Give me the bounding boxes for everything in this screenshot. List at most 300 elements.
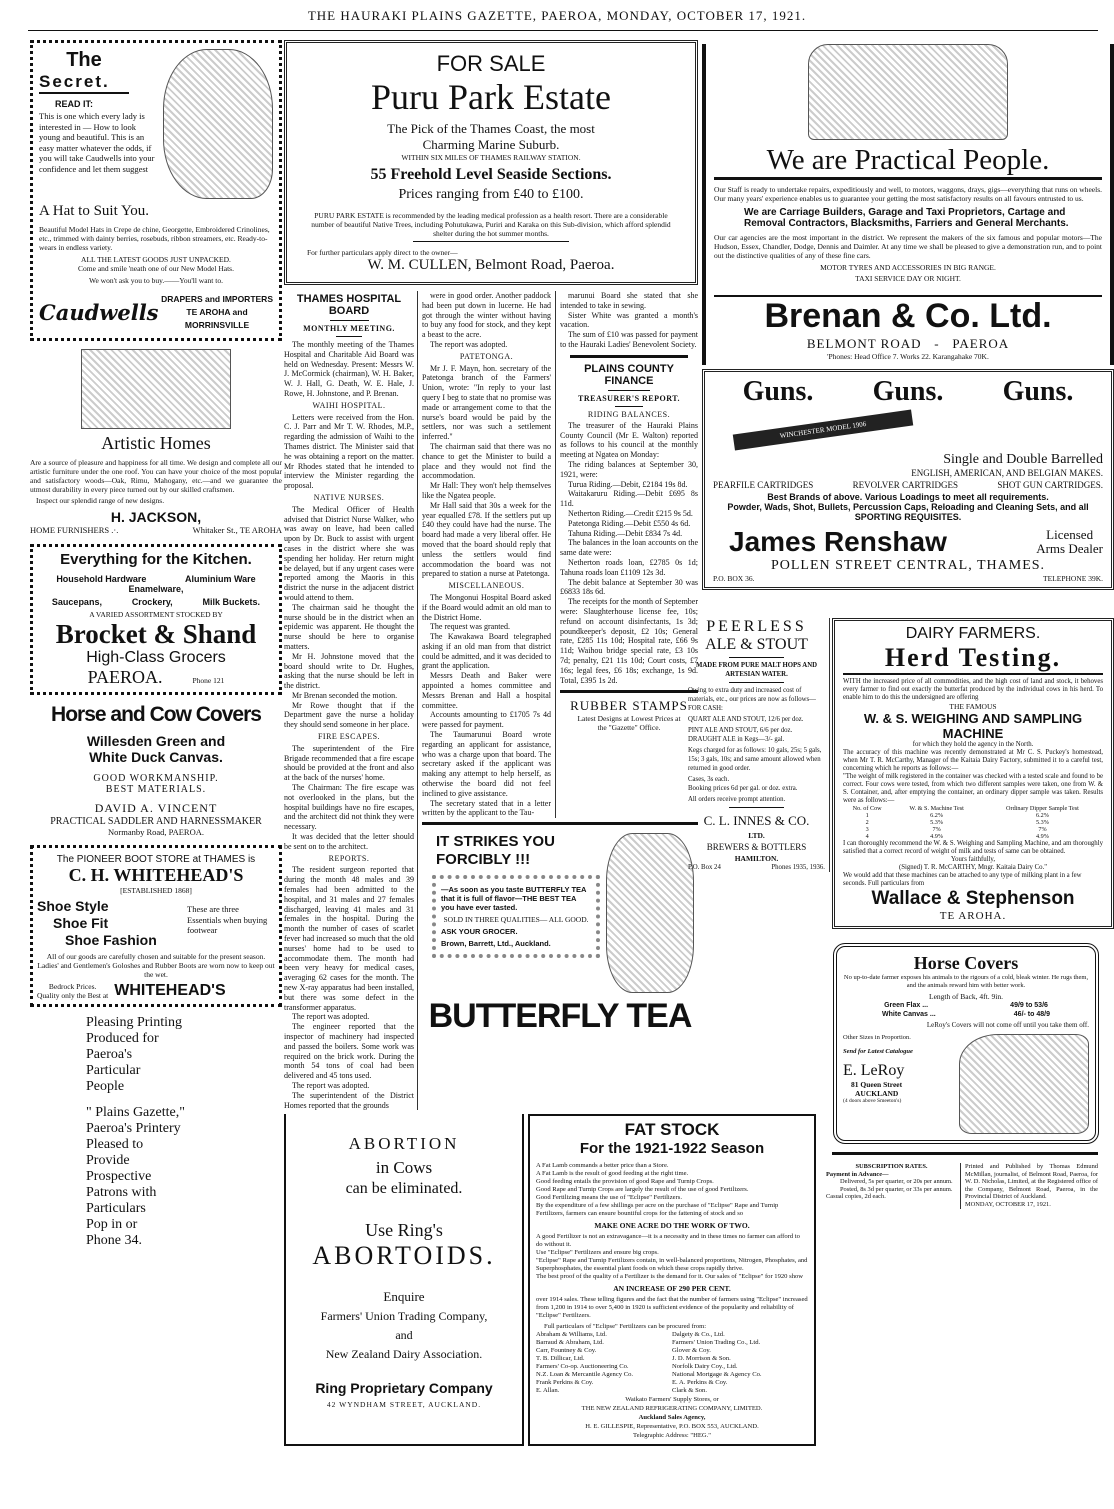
ad-text: I can thoroughly recommend the W. & S. Weighing and Sampling Machine, and am thoroughly satisfied that a correct record of weight of milk and tests of same can be obtained.: [843, 840, 1103, 855]
motor-car-illustration: [808, 44, 1008, 140]
ad-text: ABORTION: [348, 1134, 460, 1154]
ad-text: the "Gazette" Office.: [597, 723, 661, 733]
footer-title: SUBSCRIPTION RATES.: [855, 1163, 928, 1170]
ad-title: Artistic Homes: [101, 433, 211, 453]
ad-text: LTD.: [748, 831, 765, 840]
ad-text: can be eliminated.: [345, 1180, 463, 1198]
ad-text: ENGLISH, AMERICAN, AND BELGIAN MAKES.: [911, 468, 1103, 478]
article-paragraph: Mr Rowe thought that if the Department gave the nurse a holiday they should send someone in her place.: [284, 700, 414, 730]
ad-headline: We are Practical People.: [714, 144, 1102, 180]
ad-text: Inspect our splendid range of new designs.: [36, 496, 165, 505]
ad-text: Kegs charged for as follows: 10 gals, 25s; 5 gals, 15s; 3 gals, 10s; and same amount allowed when returned in good order.: [688, 747, 822, 772]
lady-hat-illustration: [163, 49, 273, 199]
ad-text: Household Hardware: [56, 573, 147, 584]
ad-text: AN INCREASE OF 290 PER CENT.: [613, 1284, 731, 1294]
table-cell: 7%: [1038, 826, 1047, 833]
article-subheading: WAIHI HOSPITAL.: [312, 400, 386, 410]
article-block: [284, 291, 698, 1110]
ad-name: W. M. CULLEN, Belmont Road, Paeroa.: [367, 257, 615, 273]
ad-text: Enamelware,: [128, 583, 184, 594]
ad-text: Phone 121: [192, 675, 225, 685]
article-paragraph: The secretary stated that in a letter written by the applicant to the Tau-: [422, 798, 551, 818]
printing-line: Phone 34.: [86, 1233, 142, 1248]
ad-text: HOME FURNISHERS .·.: [30, 525, 119, 535]
ad-text: TAXI SERVICE DAY OR NIGHT.: [855, 274, 961, 283]
agent-name: National Mortgage & Agency Co.: [672, 1371, 762, 1379]
article-subheading: PATETONGA.: [459, 351, 514, 361]
article-paragraph: Mr J. F. Mayn, hon. secretary of the Patetonga branch of the Farmers' Union, wrote: "In reply to your last query I beg to state that no promise was made or arrangement come to that the nurse's board would be paid by the settlers, nor was such a settlement inferred.": [422, 363, 551, 442]
finance-subtitle: RIDING BALANCES.: [587, 409, 671, 419]
ad-title: Horse Covers: [913, 953, 1019, 973]
ad-text: Auckland Sales Agency,: [638, 1414, 706, 1422]
leroy-horse-covers-ad: [833, 943, 1099, 1144]
article-subtitle: MONTHLY MEETING.: [303, 324, 395, 333]
ad-name: H. JACKSON,: [110, 509, 202, 525]
article-paragraph: Mr H. Johnstone moved that the board should write to Dr. Hughes, asking that the nurse should be left in the district.: [284, 651, 414, 691]
ad-text: and: [395, 1328, 413, 1343]
table-row: [843, 819, 1103, 826]
ad-name: James Renshaw: [729, 526, 947, 557]
printing-line: Pleased to: [86, 1137, 144, 1152]
ad-text: WITH the increased price of all commodities, and the high cost of land and stock, it behoves every farmer to find out exactly the butterfat produced by the individual cows in his herd. To enable him to do this the undersigned are offering: [843, 678, 1103, 701]
puru-park-ad: [284, 40, 698, 285]
renshaw-guns-ad: [702, 369, 1114, 590]
ad-text: 'Phones: Head Office 7. Works 22. Karangahake 70K.: [827, 352, 989, 361]
table-cell: 4.9%: [1036, 833, 1049, 840]
ad-text: A Fat Lamb is the result of good feeding at the right time.: [536, 1170, 689, 1178]
rifle-illustration: WINCHESTER MODEL 1906: [733, 410, 913, 451]
ad-title: FAT STOCK: [624, 1120, 720, 1140]
article-paragraph: The chairman said he thought the nurse should be in the district when an epidemic was apparent. He thought the nurse should be here to organise matters.: [284, 602, 414, 651]
ad-title: DAIRY FARMERS.: [905, 625, 1041, 642]
printing-line: Pop in or: [86, 1217, 138, 1232]
ad-text: ASK YOUR GROCER.: [441, 927, 518, 937]
ad-text: Other Sizes in Proportion.: [843, 1034, 911, 1041]
ad-text: Waikato Farmers' Supply Stores, or: [625, 1396, 719, 1404]
article-subheading: REPORTS.: [328, 853, 370, 863]
finance-paragraph: The treasurer of the Hauraki Plains County Council (Mr E. Walton) reported as follows to his council at the monthly meeting at Ngatea on Monday:: [560, 420, 698, 460]
finance-paragraph: Patetonga Riding.—Debit £550 4s 6d.: [568, 518, 691, 528]
ad-text: THE NEW ZEALAND REFRIGERATING COMPANY, LIMITED.: [581, 1405, 763, 1413]
agent-name: Farmers' Co-op. Auctioneering Co.: [536, 1363, 629, 1371]
ad-text: Willesden Green and: [86, 732, 226, 749]
ad-text: GOOD WORKMANSHIP.: [93, 772, 219, 784]
printing-line: Prospective: [86, 1169, 152, 1184]
ad-text: "Eclipse" Rape and Turnip Fertilizers contain, in well-balanced proportions, Nitrogen, Phosphates, and Superphosphates, the essential plant foods on which these crops rapidly thrive.: [536, 1257, 808, 1273]
ad-text: Send for Latest Catalogue: [843, 1048, 913, 1055]
ad-text: Quality only the Best at: [37, 991, 109, 1000]
ad-text: BELMONT ROAD - PAEROA: [806, 336, 1010, 351]
agent-name: Norfolk Dairy Coy., Ltd.: [672, 1363, 738, 1371]
ad-text: Milk Buckets.: [202, 596, 261, 607]
ad-title: Horse and Cow Covers: [51, 702, 261, 726]
ad-text: TELEPHONE 39K.: [1043, 574, 1103, 583]
ad-text: 46/- to 48/9: [1013, 1011, 1050, 1018]
ad-text: 81 Queen Street: [851, 1080, 903, 1089]
masthead-rule: [28, 30, 1098, 31]
ad-text: PEARFILE CARTRIDGES: [713, 480, 814, 490]
ad-text: Come and smile 'neath one of our New Model Hats.: [78, 264, 234, 273]
butterfly-tea-logo: BUTTERFLY TEA: [428, 997, 692, 1036]
ad-text: P.O. Box 24: [688, 864, 721, 871]
ad-headline: W. & S. WEIGHING AND SAMPLING MACHINE: [863, 711, 1083, 741]
ad-subtitle: READ IT:: [55, 99, 93, 109]
ad-text: We are Carriage Builders, Garage and Taxi Proprietors, Cartage and Removal Contractors, Blacksmiths, Farriers and General Merchants.: [744, 207, 1069, 229]
column-header: Ordinary Dipper Sample Test: [1006, 805, 1079, 812]
article-title: THAMES HOSPITAL BOARD: [296, 293, 402, 317]
ad-text: TE AROHA.: [939, 910, 1007, 922]
ad-text: Telegraphic Address: "HEG.": [633, 1432, 711, 1440]
subscription-rates: [826, 1163, 960, 1209]
ad-text: MORRINSVILLE: [184, 320, 250, 330]
ad-text: New Zealand Dairy Association.: [325, 1347, 483, 1362]
ad-text: Use Ring's: [365, 1220, 443, 1241]
ad-text: for which they hold the agency in the North.: [912, 741, 1034, 748]
imprint: [960, 1163, 1098, 1209]
ad-text: MADE FROM PURE MALT HOPS AND ARTESIAN WATER.: [695, 662, 818, 678]
ad-text: Good feeding entails the provision of good Rape and Turnip Crops.: [536, 1178, 714, 1186]
ad-text: SPORTING REQUISITES.: [854, 512, 962, 522]
article-paragraph: Mr Brenan seconded the motion.: [292, 690, 398, 700]
ad-text: Farmers' Union Trading Company,: [320, 1309, 488, 1324]
finance-paragraph: Waitakaruru Riding.—Debit £695 8s 11d.: [560, 489, 698, 509]
table-cell: 3: [865, 826, 869, 833]
printing-line: Paeroa's: [86, 1047, 133, 1062]
footer-text: Printed and Published by Thomas Edmund McMillan, journalist, of Belmont Road, Paeroa, for W. D. Nicholas, Limited, at the Registered office of the Company, Belmont Road, Paeroa, in the Provincial District of Auckland.: [965, 1163, 1098, 1201]
ad-subtitle: For the 1921-1922 Season: [579, 1140, 765, 1158]
ad-title: Guns.: [872, 376, 944, 407]
ad-text: All orders receive prompt attention.: [688, 796, 786, 803]
ad-text: The Pick of the Thames Coast, the most: [387, 121, 595, 136]
ad-title: Puru Park Estate: [371, 77, 611, 117]
printing-line: Pleasing Printing: [86, 1015, 183, 1030]
ad-text: These are three Essentials when buying footwear: [187, 904, 268, 935]
article-paragraph: The report was adopted.: [292, 1080, 370, 1090]
agent-name: Carr, Fountney & Coy.: [536, 1347, 597, 1355]
ad-text: AUCKLAND: [855, 1089, 899, 1098]
article-paragraph: The Taumarunui Board wrote regarding an applicant for assistance, who was a charge upon that board. The secretary asked if the applicant was making any attempt to help herself, as otherwise the board did not feel inclined to give assistance.: [422, 730, 551, 798]
tea-man-illustration: [606, 833, 694, 993]
table-cell: 5.3%: [930, 819, 944, 826]
agent-name: Dalgety & Co., Ltd.: [672, 1331, 725, 1339]
agent-name: Barraud & Abraham, Ltd.: [536, 1339, 604, 1347]
agent-name: J. D. Morrison & Son.: [672, 1355, 731, 1363]
agent-name: Glover & Coy.: [672, 1347, 711, 1355]
ad-title: The: [66, 49, 102, 71]
vincent-ad: [26, 703, 286, 838]
table-cell: 7%: [932, 826, 941, 833]
ad-text: Our Staff is ready to undertake repairs, expeditiously and well, to motors, waggons, drays, gigs—everything that runs on wheels. Our many years' experience enables us to guarantee your getting the most satisfactory results on all favours entrusted to us.: [714, 185, 1102, 203]
printing-line: Particulars: [86, 1201, 146, 1216]
ad-text: Brown, Barrett, Ltd., Auckland.: [441, 939, 551, 949]
brenan-ad: [702, 44, 1114, 365]
whitehead-ad: [30, 845, 282, 1007]
article-paragraph: marunui Board she stated that she intended to take in sewing.: [560, 291, 698, 310]
ad-title: Herd Testing.: [843, 643, 1103, 675]
ad-title: Secret.: [39, 72, 129, 94]
table-cell: 6.2%: [930, 812, 944, 819]
finance-paragraph: The debit balance at September 30 was £6833 18s 6d.: [560, 577, 698, 597]
ad-text: DRAPERS and IMPORTERS: [161, 294, 273, 304]
ad-text: HAMILTON.: [734, 854, 779, 863]
ad-text: LeRoy's Covers will not come off until you take them off.: [926, 1021, 1089, 1029]
ad-headline: A Hat to Suit You.: [39, 203, 150, 219]
ad-text: Beautiful Model Hats in Crepe de chine, Georgette, Embroidered Crinolines, etc., trimmed with dainty berries, rosebuds, ribbon streamers, etc. Ready-to-wears in endless variety.: [39, 225, 270, 252]
furniture-illustration: [81, 349, 231, 429]
agent-name: T. B. Dillicar, Ltd.: [536, 1355, 585, 1363]
ad-text: Full particulars of "Eclipse" Fertilizers can be procured from:: [544, 1323, 707, 1331]
table-row: [843, 812, 1103, 819]
rubber-stamps-title: RUBBER STAMPS: [570, 698, 688, 714]
ad-text: PINT ALE AND STOUT, 6/6 per doz.: [688, 727, 793, 734]
ad-text: REVOLVER CARTRIDGES: [852, 480, 959, 490]
finance-paragraph: Netherton roads loan, £2785 0s 1d; Tahuna roads loan £1109 12s 3d.: [560, 557, 698, 577]
ad-title: IT STRIKES YOU: [436, 833, 555, 851]
peerless-dairy-row: [688, 618, 1114, 929]
ad-text: No up-to-date farmer exposes his animals to the rigours of a cold, bleak winter. He rugs them, and the animals reward him with better work.: [843, 974, 1089, 989]
ad-text: Length of Back, 4ft. 9in.: [929, 992, 1003, 1001]
horse-illustration: [959, 1034, 1089, 1134]
ad-text: Aluminium Ware: [184, 573, 256, 584]
ad-text: We won't ask you to buy.——You'll want to.: [89, 276, 223, 285]
finance-subtitle: TREASURER'S REPORT.: [578, 393, 680, 403]
test-results-table: [843, 805, 1103, 840]
article-paragraph: It was decided that the letter should be sent on to the architect.: [284, 832, 414, 851]
article-paragraph: Mr Hall: They won't help themselves like the Ngatea people.: [422, 481, 551, 500]
article-paragraph: Mr Hall said that 30s a week for the year equalled £78. If the settlers put up £40 they could have had the nurse. The board had made a very liberal offer. He moved that the board should reply that unless the settlers would find accommodation the board was not prepared to station a nurse at Patetonga.: [422, 500, 551, 579]
ad-text: 55 Freehold Level Seaside Sections.: [370, 166, 612, 183]
ad-text: A good Fertilizer is not an extravagance—it is a necessity and in these times no farmer can afford to do without it.: [536, 1233, 800, 1249]
ad-text: 42 WYNDHAM STREET, AUCKLAND.: [326, 1400, 482, 1410]
ad-text: BREWERS & BOTTLERS: [706, 842, 807, 852]
table-cell: 5.3%: [1036, 819, 1049, 826]
printing-line: Patrons with: [86, 1185, 157, 1200]
ad-text: P.O. BOX 36.: [713, 574, 755, 583]
ad-text: BEST MATERIALS.: [105, 783, 207, 795]
left-column: [30, 40, 282, 1257]
ad-text: Use "Eclipse" Fertilizers and ensure big crops.: [536, 1249, 659, 1257]
ad-text: We would add that these machines can be attached to any type of milking plant in a few seconds. Full particulars from: [843, 872, 1082, 887]
ad-name: DAVID A. VINCENT: [94, 800, 218, 815]
footer-text: Delivered, 5s per quarter, or 20s per annum.: [840, 1178, 953, 1186]
ad-text: QUART ALE AND STOUT, 12/6 per doz.: [688, 716, 804, 723]
agent-name: Abraham & Williams, Ltd.: [536, 1331, 607, 1339]
ad-text: ALL THE LATEST GOODS JUST UNPACKED.: [81, 255, 231, 264]
table-cell: 1: [865, 812, 869, 819]
ad-text: MAKE ONE ACRE DO THE WORK OF TWO.: [594, 1221, 750, 1231]
ad-text: Arms Dealer: [1036, 541, 1103, 556]
printing-line: Paeroa's Printery: [86, 1121, 181, 1136]
footer-text: Posted, 8s 3d per quarter, or 33s per annum.: [840, 1185, 953, 1193]
caudwells-ad: [30, 40, 282, 341]
agent-name: E. A. Perkins & Coy.: [672, 1379, 728, 1387]
article-subheading: NATIVE NURSES.: [313, 492, 385, 502]
ad-text: PURU PARK ESTATE is recommended by the leading medical profession as a health resort. There are a considerable number of beautiful Native Trees, including Pohutukawa, Puriri and Karaka on this Sub-division, which afford splendid shelter during the hot summer months.: [311, 211, 671, 238]
ad-text: Are a source of pleasure and happiness for all time. We design and complete all our artistic furniture under the one roof. You can have your choice of the most popular and satisfactory woods—Oak, Rimu, Mahogany, etc.—and we guarantee the utmost durability in every piece turned out by our skilled craftsmen.: [30, 458, 282, 494]
article-column-2: [422, 291, 556, 818]
ad-text: Whitaker St., TE AROHA: [192, 525, 282, 535]
article-paragraph: Sister White was granted a month's vacation.: [560, 310, 698, 330]
printing-line: " Plains Gazette,": [86, 1105, 185, 1120]
ad-text: TE AROHA and: [186, 307, 248, 317]
article-paragraph: Accounts amounting to £1705 7s 4d were passed for payment.: [422, 710, 551, 730]
agent-name: N.Z. Loan & Mercantile Agency Co.: [536, 1371, 634, 1379]
ad-text: in Cows: [375, 1158, 433, 1178]
ad-text: DRAUGHT ALE in Kegs—3/- gal.: [688, 736, 785, 743]
article-column-3: [556, 291, 698, 818]
ad-text: A VARIED ASSORTMENT STOCKED BY: [89, 609, 223, 619]
article-paragraph: The monthly meeting of the Thames Hospital and Charitable Aid Board was held on Wednesday. Present: Messrs W. J. McCormick (chairman), W. H. Baker, W. J. Hall, G. Death, W. E. Hale, J. Rowe, H. Johnstone, and P. Brenan.: [284, 340, 414, 398]
ad-text: Powder, Wads, Shot, Bullets, Percussion Caps, Reloading and Cleaning Sets, and all: [727, 502, 1089, 512]
agent-name: Frank Perkins & Coy.: [536, 1379, 594, 1387]
article-paragraph: The request was granted.: [430, 622, 510, 632]
finance-paragraph: Tahuna Riding.—Debit £834 7s 4d.: [568, 528, 683, 538]
ad-text: PRACTICAL SADDLER AND HARNESSMAKER: [50, 815, 262, 827]
article-paragraph: The sum of £10 was passed for payment to the Hauraki Ladies' Benevolent Society.: [560, 330, 698, 349]
footer-text: Casual copies, 2d each.: [826, 1193, 886, 1201]
finance-paragraph: The balances in the loan accounts on the same date were:: [560, 538, 698, 558]
ad-text: Saucepans,: [51, 596, 102, 607]
footer: [826, 1163, 1098, 1209]
ad-text: A Fat Lamb commands a better price than a Store.: [536, 1162, 669, 1170]
butterfly-tea-ad: [422, 822, 698, 1040]
ad-text: POLLEN STREET CENTRAL, THAMES.: [770, 558, 1046, 573]
ad-title: ALE & STOUT: [705, 636, 808, 653]
table-row: [843, 833, 1103, 840]
ad-text: High-Class Grocers: [86, 648, 226, 666]
ad-title: ABORTOIDS.: [312, 1241, 496, 1271]
article-paragraph: The engineer reported that the inspector of machinery had inspected and passed the boilers. Some work was required on the brick work. During the month 54 tons of coal had been delivered and 45 tons used.: [284, 1022, 414, 1081]
ad-text: Licensed: [1046, 527, 1094, 542]
ad-text: Cases, 3s each.: [688, 776, 730, 783]
printing-line: Particular: [86, 1063, 141, 1078]
column-header: W. & S. Machine Test: [909, 805, 964, 812]
agent-name: Farmers' Union Trading Co., Ltd.: [672, 1339, 761, 1347]
ad-text: The PIONEER BOOT STORE at THAMES is: [56, 854, 256, 865]
ad-text: The accuracy of this machine was recently demonstrated at Mr C. S. Puckey's homestead, when Mr T. R. McCarthy, Manager of the Kaitaia Dairy Factory, submitted it to a careful test, concerning which he reports as follows:—: [843, 749, 1103, 772]
ad-text: Phones 1935, 1936.: [771, 864, 825, 871]
ad-name: Wallace & Stephenson: [871, 888, 1075, 909]
ad-name: Ring Proprietary Company: [315, 1380, 493, 1397]
table-header-row: [843, 805, 1103, 812]
ad-text: over 1914 sales. These telling figures and the fact that the number of farmers using "Eclipse" increased from 1,200 in 1914 to over 5,400 in 1920 is sufficient evidence of the popularity and reliability of "Eclipse" Fertilizers.: [536, 1296, 808, 1320]
finance-paragraph: Netherton Riding.—Credit £215 9s 5d.: [568, 508, 693, 518]
article-paragraph: The superintendent of the District Homes reported that the grounds: [284, 1090, 414, 1110]
table-cell: 4.9%: [930, 833, 944, 840]
ad-text: Owing to extra duty and increased cost of materials, etc., our prices are now as follows—FOR CASH:: [688, 687, 816, 712]
article-subheading: MISCELLANEOUS.: [448, 581, 525, 591]
finance-title: PLAINS COUNTY FINANCE: [584, 362, 674, 387]
article-paragraph: The Mongonui Hospital Board asked if the Board would admit an old man to the District Home.: [422, 592, 551, 622]
footer-text: Payment in Advance—: [826, 1170, 889, 1178]
ring-abortoids-ad: [284, 1114, 524, 1446]
ad-name: C. L. INNES & CO.: [703, 813, 810, 828]
printing-ad: [86, 1015, 282, 1249]
ad-title: Guns.: [742, 376, 814, 407]
ad-text: Booking prices 6d per gal. or doz. extra.: [688, 785, 798, 792]
ad-name: Brenan & Co. Ltd.: [714, 295, 1102, 336]
ad-text: [ESTABLISHED 1868]: [120, 886, 192, 895]
ad-text: Our car agencies are the most important in the district. We represent the makers of the six famous and popular motors—The Hudson, Essex, Chandler, Dodge, Dennis and Daimler. At any time we shall be pleased to give a demonstration run, and to point out the distinctive qualities of any of these fine cars.: [714, 233, 1102, 260]
footer-rule: [832, 1152, 1098, 1155]
ad-text: This is one which every lady is interested in — How to look young and beautiful. This is an easy matter whatever the odds, if you will take Caudwells into your confidence and let them suggest: [39, 111, 155, 174]
article-paragraph: The Chairman: The fire escape was not overlooked in the plans, but the hospital buildings have no fire escapes, and the architect did not think they were necessary.: [284, 783, 414, 832]
article-column-1: [284, 291, 418, 1110]
printing-line: Produced for: [86, 1031, 159, 1046]
ad-name: E. LeRoy: [843, 1062, 905, 1079]
ad-text: Enquire: [383, 1289, 425, 1305]
ad-text: Single and Double Barrelled: [943, 452, 1103, 467]
ad-text: Prices ranging from £40 to £100.: [398, 187, 584, 202]
jackson-ad: [30, 349, 282, 536]
footer-date: MONDAY, OCTOBER 17, 1921.: [965, 1200, 1051, 1208]
ad-text: SOLD IN THREE QUALITIES— ALL GOOD.: [443, 915, 589, 925]
article-paragraph: The report was adopted.: [292, 1012, 370, 1022]
ad-text: Normanby Road, PAEROA.: [107, 826, 205, 837]
ad-text: Good Fertilizing means the use of "Eclipse" Fertilizers.: [536, 1194, 683, 1202]
finance-paragraph: Turua Riding.—Debit, £2184 19s 8d.: [568, 479, 688, 489]
printing-line: Provide: [86, 1153, 130, 1168]
ad-text: MOTOR TYRES AND ACCESSORIES IN BIG RANGE.: [820, 263, 996, 272]
finance-paragraph: The receipts for the month of September were: Slaughterhouse license fee, 10s; refund on account disinfectants, 1s 3d; poundkeeper's deposit, £2 10s; General rate, £285 11s 10d; Hospital rate, £66 9s 11d; Waihou bridge special rate, £3 10s 7d; penalty, £21 11s 10d; Court costs, £7 16s; legal fees, £6 18s; exchange, 1s 9d. Total, £395 1s 2d.: [560, 597, 698, 685]
ad-name: Brocket & Shand: [55, 618, 257, 649]
ad-name: C. H. WHITEHEAD'S: [68, 865, 244, 885]
table-cell: 4: [865, 833, 869, 840]
ad-text: Good Rape and Turnip Crops are largely the result of the use of good Fertilizers.: [536, 1186, 749, 1194]
table-row: [843, 826, 1103, 833]
article-paragraph: The report was adopted.: [430, 339, 508, 349]
masthead: THE HAURAKI PLAINS GAZETTE, PAEROA, MONDAY, OCTOBER 17, 1921.: [307, 8, 807, 23]
ad-text: (4 doors above Smeeton's): [843, 1098, 902, 1104]
ad-text: Shoe Fashion: [65, 932, 157, 948]
ad-text: 49/9 to 53/6: [1010, 1002, 1048, 1009]
ad-title: PEERLESS: [706, 618, 807, 635]
ad-title: Guns.: [1002, 376, 1074, 407]
ad-text: By the expenditure of a few shillings per acre on the purchase of "Eclipse" Rape and Turnip Fertilizers, farmers can ensure bountiful crops for the fattening of stock and so: [536, 1202, 779, 1218]
table-cell: 2: [865, 819, 869, 826]
article-paragraph: The superintendent of the Fire Brigade recommended that a fire escape should be provided at the front and also at the back of the nurses' home.: [284, 743, 414, 783]
peerless-ad: [688, 618, 830, 872]
ad-text: (Signed) T. R. McCARTHY, Mngr. Kaitaia Dairy Co.": [898, 864, 1048, 871]
ad-text: Best Brands of above. Various Loadings to meet all requirements.: [767, 492, 1049, 502]
agent-name: Clark & Son.: [672, 1387, 707, 1395]
ad-text: All of our goods are carefully chosen and suitable for the present season. Ladies' and Gentlemen's Goloshes and Rubber Boots are worn now to keep out the wet.: [37, 952, 275, 979]
ad-text: "The weight of milk registered in the container was checked with a tested scale and found to be correct. Four cows were tested, from which two different samples were taken, one from W. & S. Container, and, after emptying the container, an ordinary dipper sample was taken. Results were as follows:—: [843, 773, 1103, 804]
ad-kicker: FOR SALE: [436, 51, 546, 76]
article-paragraph: The resident surgeon reported that during the month 48 males and 39 females had been admitted to the hospital, and 31 males and 27 females discharged, leaving 41 males and 31 females in the hospital. During the month the number of cases of scarlet fever had increased so much that the old nurses' home had to be used to accommodate them. The month had been very heavy for medical cases, averaging 62 cases for the month. The new X-ray apparatus had been installed, but there was some defect in the transformer apparatus.: [284, 865, 414, 1012]
ad-text: White Duck Canvas.: [89, 748, 223, 765]
ad-text: Latest Designs at Lowest Prices at: [577, 714, 681, 724]
brocket-shand-ad: [30, 544, 282, 695]
article-paragraph: Messrs Death and Baker were appointed a homes committee and Messrs Brenan and Hall a hospital committee.: [422, 671, 551, 710]
ad-text: H. E. GILLESPIE, Representative, P.O. BOX 553, AUCKLAND.: [585, 1423, 759, 1431]
right-column: [688, 40, 1114, 1209]
ad-title: Everything for the Kitchen.: [60, 550, 252, 568]
ad-text: —As soon as you taste BUTTERFLY TEA that it is full of flavor—THE BEST TEA you have ever tasted.: [441, 885, 587, 913]
printing-line: People: [86, 1079, 125, 1094]
ad-title: FORCIBLY !!!: [436, 851, 531, 869]
ad-text: WITHIN SIX MILES OF THAMES RAILWAY STATION.: [401, 153, 581, 162]
ad-text: Crockery,: [131, 596, 173, 607]
column-header: No. of Cow: [852, 805, 882, 812]
caudwells-logo: Caudwells: [39, 300, 159, 325]
ad-name: WHITEHEAD'S: [114, 982, 226, 999]
ad-text: Green Flax ...: [884, 1002, 929, 1009]
article-subheading: FIRE ESCAPES.: [317, 732, 381, 742]
ad-text: White Canvas ...: [882, 1011, 936, 1018]
ad-text: Shoe Fit: [53, 915, 109, 931]
ad-text: For further particulars apply direct to the owner—: [307, 248, 458, 257]
